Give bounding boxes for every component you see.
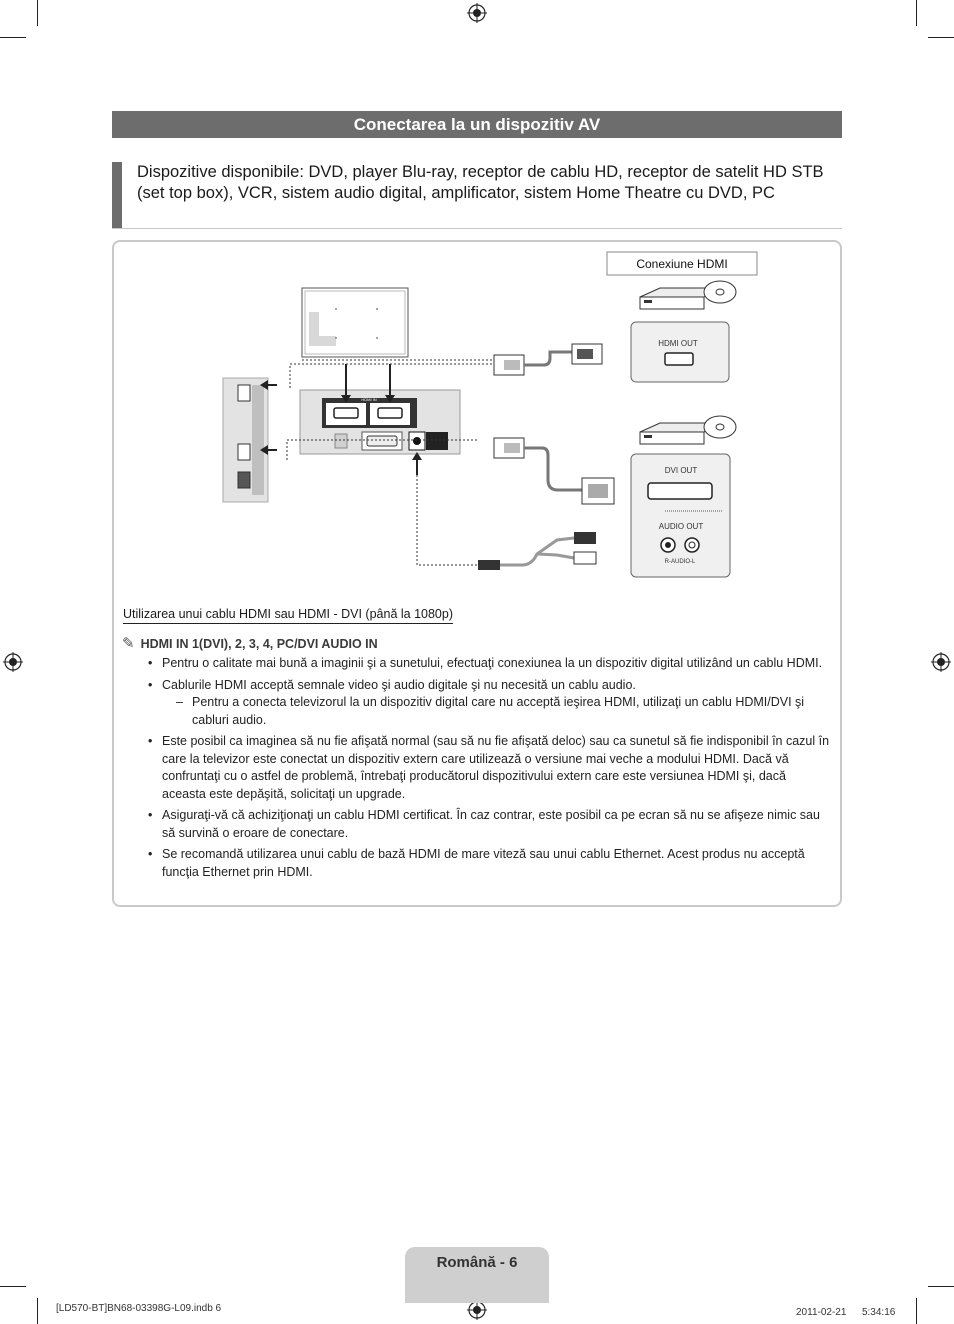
crop-mark xyxy=(37,0,38,26)
connection-diagram xyxy=(112,240,842,590)
disc-icon xyxy=(704,416,736,438)
audio-out-label: AUDIO OUT xyxy=(658,522,704,531)
crop-mark xyxy=(916,0,917,26)
registration-mark-icon xyxy=(931,652,951,672)
footer-timestamp: 2011-02-21 5:34:16 xyxy=(796,1307,896,1318)
hdmi-in-label: HDMI IN xyxy=(361,397,377,402)
crop-mark xyxy=(0,1286,26,1287)
list-item: • Asiguraţi-vă că achiziţionaţi un cablu HDMI certificat. În caz contrar, este posibil ca pe ecran să nu se afişeze nimic sau să survină o eroare de conectare. xyxy=(146,807,832,842)
intro-text: Dispozitive disponibile: DVD, player Blu-ray, receptor de cablu HD, receptor de satelit HD STB (set top box), VCR, sistem audio digital, amplificator, sistem Home Theatre cu DVD, PC xyxy=(137,163,824,202)
list-item: • Este posibil ca imaginea să nu fie afişată normal (sau să nu fie afişată deloc) sau ca sunetul să fie indisponibil în cazul în care la televizor este conectat un dispozitiv extern care utilizează o versiune mai veche a modului HDMI. Dacă vă confruntaţi cu o astfel de problemă, întrebaţi producătorul dispozitivului extern care este versiunea HDMI şi, dacă aceasta este depăşită, solicitaţi un upgrade. xyxy=(146,733,832,803)
crop-mark xyxy=(916,1298,917,1324)
registration-mark-icon xyxy=(467,3,487,23)
page-number-tab: Română - 6 xyxy=(405,1247,549,1303)
sub-list-item xyxy=(162,694,832,729)
disc-icon xyxy=(704,281,736,303)
crop-mark xyxy=(928,1286,954,1287)
crop-mark xyxy=(37,1298,38,1324)
note-text: HDMI IN 1(DVI), 2, 3, 4, PC/DVI AUDIO IN xyxy=(140,637,378,651)
audio-jack-icon xyxy=(478,560,500,570)
note-line xyxy=(122,634,378,652)
intro-block xyxy=(112,162,842,229)
list-item-text: Cablurile HDMI acceptă semnale video şi audio digitale şi nu necesită un cablu audio. xyxy=(162,677,636,692)
dvi-out-label: DVI OUT xyxy=(664,466,698,475)
intro-marker xyxy=(112,162,122,228)
hdmi-out-label: HDMI OUT xyxy=(658,339,698,348)
dash-mark: – xyxy=(176,695,183,709)
list-item: • Se recomandă utilizarea unui cablu de bază HDMI de mare viteză sau unui cablu Ethernet. Acest produs nu acceptă funcţia Ethernet prin HDMI. xyxy=(146,846,832,881)
registration-mark-icon xyxy=(467,1300,487,1320)
r-audio-l-label: R-AUDIO-L xyxy=(664,559,696,565)
list-item: • Pentru o calitate mai bună a imaginii şi a sunetului, efectuaţi conexiunea la un dispozitiv digital utilizând un cablu HDMI. xyxy=(146,655,832,673)
rca-plug-icon xyxy=(574,532,596,544)
list-item xyxy=(146,677,832,730)
cable-title: Utilizarea unui cablu HDMI sau HDMI - DVI (până la 1080p) xyxy=(123,607,453,624)
bullet-list xyxy=(146,655,832,885)
registration-mark-icon xyxy=(3,652,23,672)
hdmi-connection-label: Conexiune HDMI xyxy=(636,257,728,271)
crop-mark xyxy=(928,37,954,38)
sub-list-item-text: Pentru a conecta televizorul la un dispozitiv digital care nu acceptă ieşirea HDMI, utilizaţi un cablu HDMI/DVI şi cabluri audio. xyxy=(192,695,805,727)
crop-mark xyxy=(0,37,26,38)
hdmi-out-device xyxy=(631,322,729,382)
rca-plug-icon xyxy=(574,552,596,564)
section-title: Conectarea la un dispozitiv AV xyxy=(112,111,842,138)
footer-file-name: [LD570-BT]BN68-03398G-L09.indb 6 xyxy=(56,1303,222,1314)
pencil-note-icon: ✎ xyxy=(122,635,135,652)
